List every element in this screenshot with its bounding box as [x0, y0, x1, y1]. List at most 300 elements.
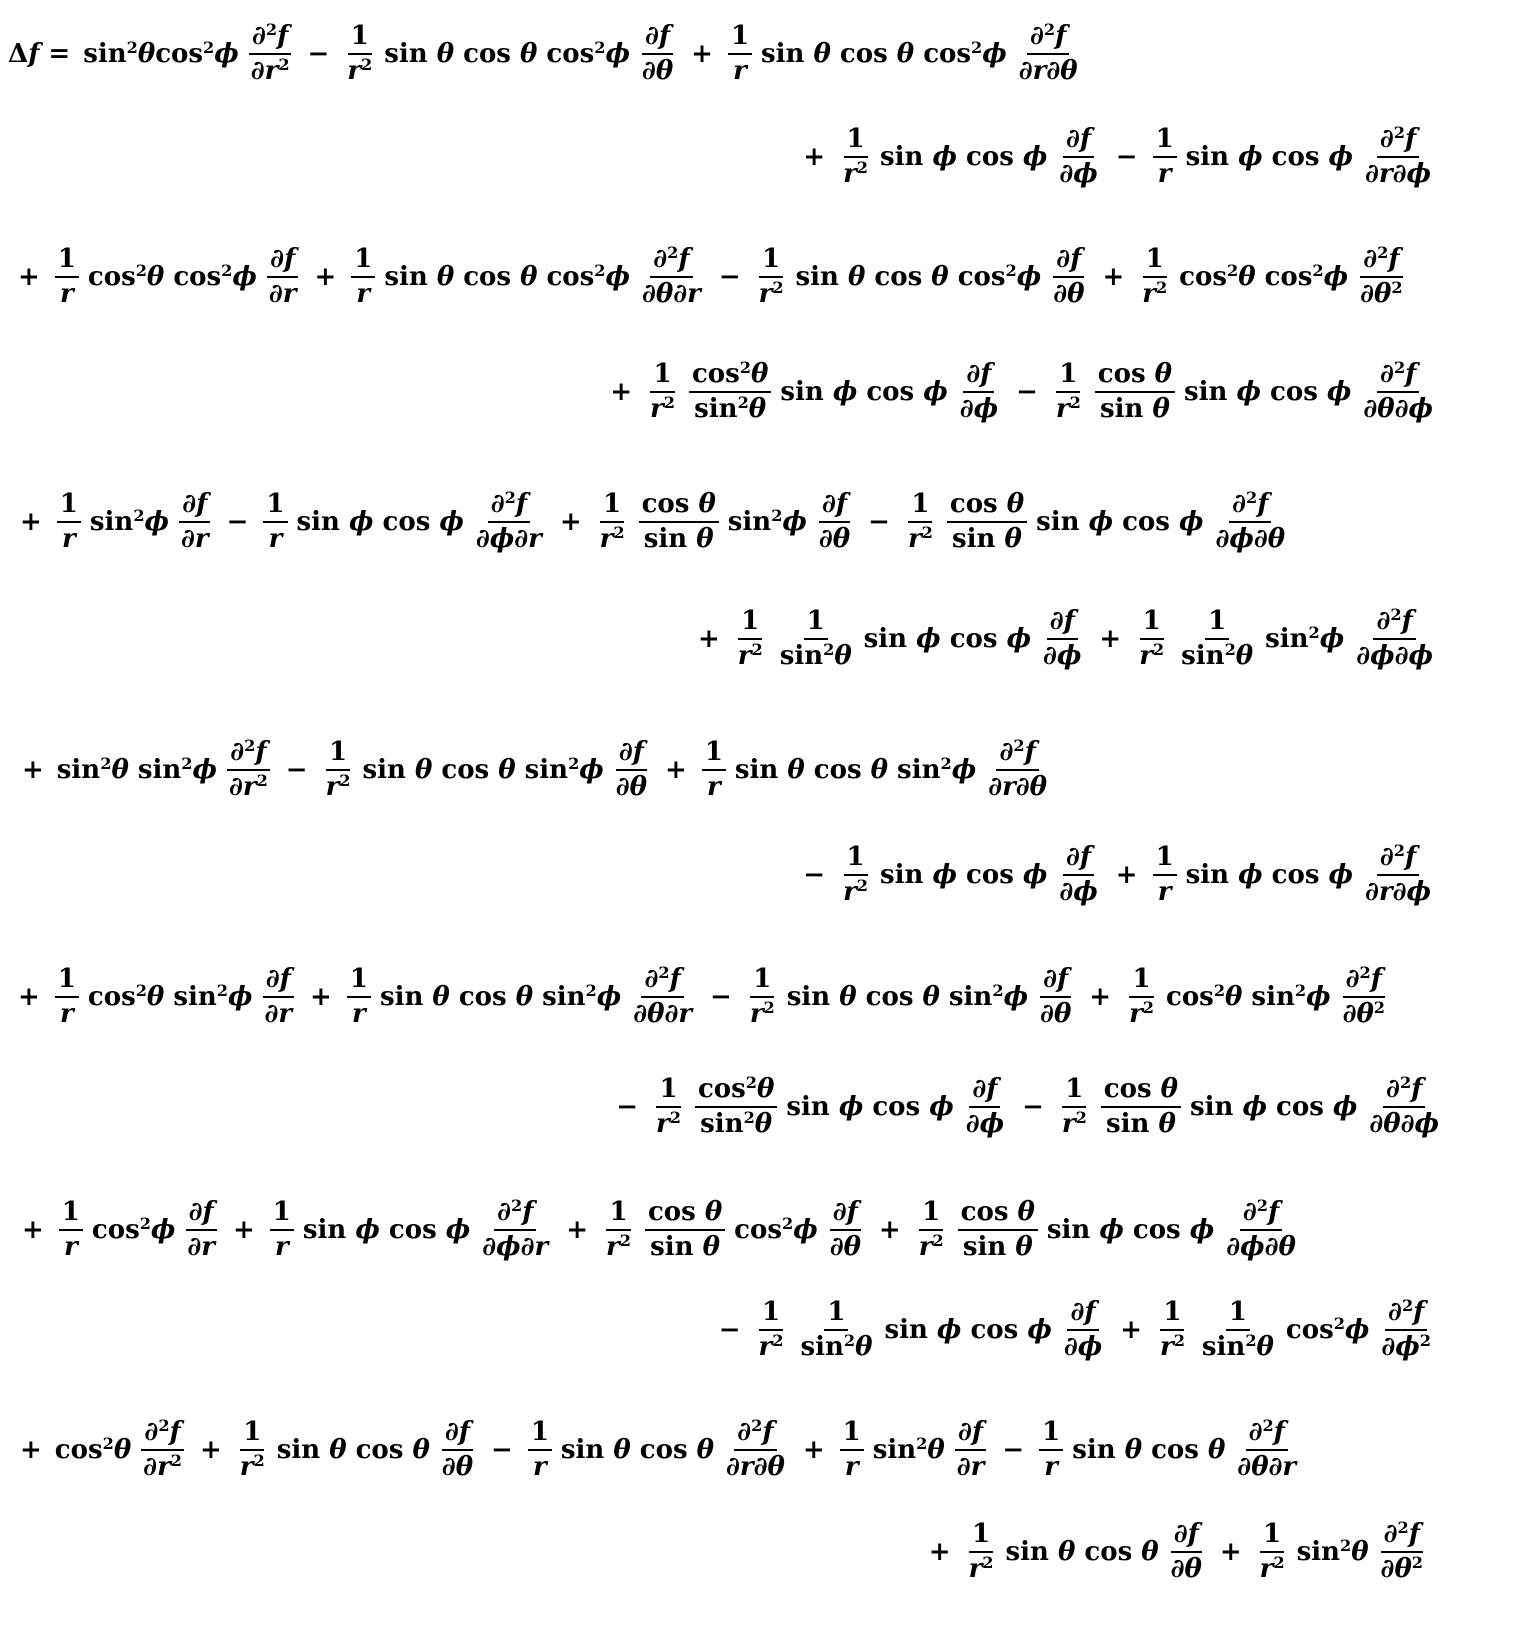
trig-factor: $\sin^2\phi$: [89, 506, 170, 538]
fraction: [797, 1298, 875, 1362]
denominator: $r^2$: [1139, 640, 1165, 672]
fraction: [178, 490, 212, 554]
fraction: [1357, 245, 1405, 309]
denominator: ∂ϕ: [1043, 641, 1082, 672]
numerator: 1: [840, 1418, 864, 1451]
operator-sign: +: [1120, 1315, 1142, 1346]
denominator: $\partial\theta^2$: [1380, 1553, 1423, 1585]
numerator: ∂$^2$f: [1360, 245, 1402, 278]
operator-sign: +: [691, 39, 713, 70]
denominator: r: [707, 772, 721, 803]
numerator: $\cos^2\theta$: [695, 1075, 777, 1108]
numerator: 1: [969, 1520, 993, 1553]
numerator: ∂$^2$f: [141, 1418, 183, 1451]
numerator: ∂f: [969, 1075, 1000, 1108]
denominator: $\sin^2\theta$: [1201, 1331, 1274, 1363]
numerator: ∂f: [1067, 1298, 1098, 1331]
numerator: 1: [738, 607, 762, 640]
numerator: 1: [702, 738, 726, 771]
denominator: r: [1157, 877, 1172, 908]
operator-sign: +: [310, 982, 332, 1013]
operator-sign: −: [1016, 377, 1038, 408]
trig-factor: sin ϕ cos ϕ: [296, 507, 464, 538]
operator-sign: −: [868, 507, 890, 538]
denominator: ∂r∂θ: [988, 772, 1048, 803]
numerator: 1: [650, 360, 674, 393]
denominator: sin θ: [1099, 394, 1170, 425]
denominator: $r^2$: [918, 1231, 944, 1263]
numerator: ∂$^2$f: [650, 245, 692, 278]
fraction: [1040, 607, 1084, 671]
fraction: [351, 245, 375, 309]
denominator: $\sin^2\theta$: [800, 1331, 873, 1363]
denominator: r: [733, 56, 747, 87]
numerator: ∂f: [616, 738, 647, 771]
numerator: 1: [59, 1198, 83, 1231]
denominator: $r^2$: [650, 393, 675, 425]
numerator: 1: [1039, 1418, 1063, 1451]
fraction: [985, 738, 1050, 802]
operator-sign: −: [1115, 142, 1138, 173]
fraction: [735, 607, 766, 671]
fraction: [1061, 1298, 1105, 1362]
trig-factor: $\sin^2\phi$: [727, 506, 807, 538]
fraction: [840, 1418, 864, 1482]
fraction: [261, 965, 295, 1029]
fraction: [645, 1198, 725, 1262]
denominator: r: [356, 279, 371, 310]
denominator: r: [533, 1452, 547, 1483]
operator-sign: +: [314, 262, 337, 293]
equation-line: [12, 965, 1390, 1029]
fraction: [947, 490, 1027, 554]
fraction: [344, 22, 375, 86]
operator-sign: +: [566, 1215, 589, 1246]
numerator: ∂$^2$f: [1383, 1075, 1425, 1108]
numerator: cos θ: [639, 490, 719, 523]
numerator: 1: [55, 245, 79, 278]
operator-sign: +: [928, 1537, 951, 1568]
denominator: $r^2$: [1142, 278, 1168, 310]
numerator: cos θ: [947, 490, 1027, 523]
fraction: [613, 738, 650, 802]
denominator: ∂θ∂r: [633, 999, 693, 1030]
trig-factor: sin θ cos θ: [1072, 1435, 1226, 1466]
numerator: ∂$^2$f: [1373, 607, 1415, 640]
numerator: ∂f: [1063, 843, 1094, 876]
trig-factor: sin ϕ cos ϕ: [1184, 377, 1352, 408]
trig-factor: sin θ cos θ $\sin^2\phi$: [786, 981, 1029, 1013]
trig-factor: sin ϕ cos ϕ: [884, 1315, 1052, 1346]
fraction: [916, 1198, 947, 1262]
numerator: 1: [750, 965, 774, 998]
numerator: ∂f: [267, 245, 298, 278]
fraction: [639, 22, 676, 86]
trig-factor: sin ϕ cos ϕ: [302, 1215, 471, 1246]
trig-factor: sin ϕ cos ϕ: [880, 142, 1048, 173]
numerator: 1: [1129, 965, 1153, 998]
operator-sign: +: [878, 1215, 901, 1246]
denominator: $r^2$: [656, 1108, 681, 1140]
denominator: $r^2$: [1259, 1553, 1285, 1585]
denominator: ∂θ∂ϕ: [1363, 394, 1433, 425]
denominator: r: [352, 999, 366, 1030]
denominator: ∂θ∂r: [642, 279, 701, 310]
operator-sign: −: [285, 755, 308, 786]
fraction: [55, 245, 79, 309]
numerator: 1: [347, 965, 371, 998]
numerator: 1: [1143, 245, 1167, 278]
operator-sign: −: [616, 1092, 639, 1123]
equation-line: [797, 125, 1436, 189]
fraction: [184, 1198, 218, 1262]
denominator: ∂ϕ∂θ: [1226, 1232, 1296, 1263]
denominator: ∂θ: [1053, 279, 1085, 310]
fraction: [1223, 1198, 1299, 1262]
denominator: ∂ϕ: [965, 1109, 1005, 1140]
fraction: [639, 490, 719, 554]
numerator: ∂f: [442, 1418, 473, 1451]
fraction: [639, 245, 704, 309]
trig-factor: sin θ cos θ: [560, 1435, 715, 1466]
equation-line: [8, 22, 1083, 86]
denominator: ∂ϕ: [1059, 877, 1098, 908]
numerator: 1: [57, 490, 81, 523]
operator-sign: +: [803, 142, 826, 173]
denominator: ∂r: [187, 1232, 215, 1263]
denominator: ∂ϕ∂ϕ: [1356, 641, 1433, 672]
numerator: 1: [263, 490, 287, 523]
numerator: ∂$^2$f: [996, 738, 1038, 771]
fraction: [1360, 360, 1436, 424]
fraction: [528, 1418, 552, 1482]
numerator: 1: [759, 245, 783, 278]
fraction: [1257, 1520, 1288, 1584]
denominator: $r^2$: [599, 523, 625, 555]
trig-factor: sin ϕ cos ϕ: [1190, 1092, 1358, 1123]
equation-line: [16, 738, 1052, 802]
fraction: [1039, 1418, 1063, 1482]
fraction: [1340, 965, 1388, 1029]
numerator: ∂$^2$f: [1377, 360, 1419, 393]
fraction: [702, 738, 726, 802]
fraction: [647, 360, 678, 424]
denominator: r: [844, 1452, 859, 1483]
denominator: $r^2$: [907, 523, 933, 555]
denominator: ∂r: [181, 524, 209, 555]
fraction: [323, 738, 354, 802]
fraction: [954, 1418, 988, 1482]
equation-line: [12, 245, 1408, 309]
trig-factor: sin ϕ cos ϕ: [780, 377, 948, 408]
denominator: ∂θ: [615, 772, 648, 803]
fraction: [1139, 245, 1170, 309]
fraction: [957, 360, 1001, 424]
fraction: [958, 1198, 1038, 1262]
equation-line: [604, 360, 1438, 424]
denominator: $r^2$: [758, 1331, 784, 1363]
numerator: 1: [1160, 1298, 1184, 1331]
fraction: [630, 965, 695, 1029]
operator-sign: +: [233, 1215, 255, 1246]
numerator: 1: [528, 1418, 552, 1451]
trig-factor: $\sin^2\theta$: [872, 1434, 945, 1466]
fraction: [1153, 125, 1177, 189]
denominator: $r^2$: [1159, 1331, 1185, 1363]
fraction: [248, 22, 293, 86]
fraction: [1101, 1075, 1181, 1139]
denominator: ∂θ: [818, 524, 851, 555]
denominator: $\sin^2\theta$: [779, 640, 852, 672]
fraction: [840, 125, 871, 189]
numerator: 1: [1056, 360, 1080, 393]
trig-factor: $\cos^2\theta$ $\cos^2\phi$: [87, 261, 257, 293]
denominator: r: [59, 279, 74, 310]
numerator: ∂f: [263, 965, 294, 998]
fraction: [756, 1298, 787, 1362]
numerator: ∂$^2$f: [641, 965, 683, 998]
trig-factor: sin θ cos θ $\sin^2\phi$: [734, 754, 977, 786]
numerator: 1: [600, 490, 624, 523]
fraction: [1037, 965, 1074, 1029]
denominator: ∂ϕ: [1063, 1332, 1103, 1363]
denominator: $r^2$: [1129, 998, 1154, 1030]
denominator: $r^2$: [1055, 393, 1081, 425]
denominator: $r^2$: [1061, 1108, 1087, 1140]
numerator: ∂f: [819, 490, 850, 523]
operator-sign: −: [718, 262, 741, 293]
fraction: [266, 245, 300, 309]
fraction: [1168, 1520, 1205, 1584]
numerator: 1: [656, 1075, 680, 1108]
numerator: ∂f: [1053, 245, 1084, 278]
denominator: ∂θ: [441, 1452, 474, 1483]
trig-factor: $\cos^2\theta$ $\sin^2\phi$: [87, 981, 253, 1013]
denominator: sin θ: [1105, 1109, 1176, 1140]
operator-sign: +: [22, 755, 44, 786]
trig-factor: sin θ cos θ $\cos^2\phi$: [384, 38, 630, 70]
fraction: [226, 738, 271, 802]
fraction: [723, 1418, 788, 1482]
trig-factor: sin θ cos θ $\sin^2\phi$: [379, 981, 622, 1013]
denominator: r: [1044, 1452, 1058, 1483]
denominator: ∂r∂ϕ: [1365, 877, 1431, 908]
denominator: $\sin^2\theta$: [694, 393, 767, 425]
numerator: ∂f: [955, 1418, 986, 1451]
denominator: $\partial r^2$: [228, 771, 268, 803]
denominator: ∂θ: [829, 1232, 861, 1263]
denominator: $r^2$: [239, 1451, 265, 1483]
numerator: cos θ: [958, 1198, 1038, 1231]
fraction: [777, 607, 855, 671]
operator-sign: +: [1102, 262, 1125, 293]
denominator: $r^2$: [347, 55, 373, 87]
fraction: [905, 490, 936, 554]
fraction: [55, 965, 79, 1029]
numerator: ∂$^2$f: [249, 22, 291, 55]
fraction: [1212, 490, 1288, 554]
denominator: r: [59, 999, 74, 1030]
fraction: [1059, 1075, 1090, 1139]
operator-sign: −: [307, 39, 330, 70]
denominator: ∂θ∂ϕ: [1369, 1109, 1439, 1140]
fraction: [840, 843, 871, 907]
denominator: $\partial\theta^2$: [1342, 998, 1386, 1030]
numerator: ∂f: [642, 22, 673, 55]
fraction: [747, 965, 778, 1029]
numerator: 1: [351, 245, 375, 278]
numerator: 1: [844, 125, 868, 158]
numerator: ∂f: [186, 1198, 217, 1231]
denominator: r: [268, 524, 283, 555]
numerator: $\cos^2\theta$: [689, 360, 771, 393]
denominator: sin θ: [952, 524, 1022, 555]
numerator: ∂$^2$f: [1377, 843, 1419, 876]
denominator: $\sin^2\theta$: [700, 1108, 773, 1140]
numerator: 1: [759, 1298, 783, 1331]
denominator: $r^2$: [325, 771, 351, 803]
operator-sign: +: [199, 1435, 222, 1466]
denominator: $r^2$: [606, 1231, 631, 1263]
equation-line: [923, 1520, 1428, 1584]
equation-line: [692, 607, 1438, 671]
numerator: ∂f: [963, 360, 994, 393]
trig-factor: sin ϕ cos ϕ: [1185, 142, 1354, 173]
trig-factor: $\sin^2\phi$: [1265, 623, 1345, 655]
denominator: ∂r: [264, 999, 293, 1030]
fraction: [1136, 607, 1167, 671]
denominator: ∂θ∂r: [1237, 1452, 1297, 1483]
numerator: 1: [804, 607, 828, 640]
fraction: [270, 1198, 294, 1262]
numerator: ∂$^2$f: [488, 490, 530, 523]
fraction: [1095, 360, 1175, 424]
numerator: 1: [1153, 125, 1177, 158]
fraction: [597, 490, 628, 554]
denominator: ∂θ: [1170, 1554, 1202, 1585]
equation-line: [14, 490, 1290, 554]
denominator: $r^2$: [749, 998, 775, 1030]
fraction: [1126, 965, 1157, 1029]
denominator: $\partial\phi^2$: [1381, 1331, 1431, 1363]
trig-factor: $\cos^2\theta$ $\sin^2\phi$: [1166, 981, 1331, 1013]
denominator: $r^2$: [758, 278, 784, 310]
fraction: [439, 1418, 476, 1482]
trig-factor: $\sin^2\theta$ $\sin^2\phi$: [56, 754, 217, 786]
fraction: [1153, 843, 1177, 907]
equation-line: [797, 843, 1436, 907]
fraction: [473, 490, 545, 554]
trig-factor: sin θ cos θ $\cos^2\phi$: [761, 38, 1007, 70]
fraction: [57, 490, 81, 554]
operator-sign: +: [1219, 1537, 1242, 1568]
operator-sign: +: [559, 507, 582, 538]
denominator: $r^2$: [843, 158, 869, 190]
fraction: [1056, 125, 1100, 189]
operator-sign: −: [718, 1315, 741, 1346]
denominator: $r^2$: [968, 1553, 994, 1585]
trig-factor: sin ϕ cos ϕ: [786, 1092, 954, 1123]
numerator: ∂$^2$f: [494, 1198, 536, 1231]
trig-factor: sin θ cos θ $\cos^2\phi$: [795, 261, 1042, 293]
operator-sign: +: [18, 982, 40, 1013]
fraction: [653, 1075, 684, 1139]
denominator: ∂ϕ: [1059, 159, 1098, 190]
numerator: 1: [908, 490, 932, 523]
fraction: [1378, 1298, 1434, 1362]
equation-lhs: Δf =: [8, 39, 71, 70]
denominator: ∂r∂θ: [726, 1452, 785, 1483]
fraction: [1199, 1298, 1277, 1362]
operator-sign: −: [1002, 1435, 1025, 1466]
numerator: 1: [919, 1198, 943, 1231]
numerator: ∂f: [1171, 1520, 1202, 1553]
operator-sign: +: [1099, 624, 1122, 655]
operator-sign: −: [1022, 1092, 1044, 1123]
denominator: ∂r∂θ: [1018, 56, 1078, 87]
operator-sign: +: [20, 507, 42, 538]
trig-factor: sin θ cos θ: [1005, 1537, 1159, 1568]
numerator: 1: [270, 1198, 294, 1231]
numerator: 1: [824, 1298, 848, 1331]
denominator: r: [61, 524, 76, 555]
fraction: [347, 965, 371, 1029]
numerator: cos θ: [1095, 360, 1175, 393]
denominator: $r^2$: [843, 876, 869, 908]
numerator: ∂$^2$f: [227, 738, 269, 771]
fraction: [237, 1418, 268, 1482]
fraction: [1362, 843, 1434, 907]
fraction: [1050, 245, 1087, 309]
operator-sign: +: [18, 262, 40, 293]
operator-sign: −: [710, 982, 732, 1013]
fraction: [816, 490, 853, 554]
fraction: [479, 1198, 551, 1262]
numerator: cos θ: [1101, 1075, 1181, 1108]
fraction: [728, 22, 752, 86]
denominator: $\partial\theta^2$: [1360, 278, 1403, 310]
denominator: $r^2$: [737, 640, 763, 672]
operator-sign: +: [697, 624, 720, 655]
numerator: ∂f: [1040, 965, 1071, 998]
equation-line: [16, 1198, 1301, 1262]
denominator: ∂r∂ϕ: [1365, 159, 1431, 190]
fraction: [1053, 360, 1084, 424]
fraction: [1178, 607, 1256, 671]
trig-factor: sin θ cos θ: [276, 1435, 430, 1466]
fraction: [966, 1520, 997, 1584]
trig-factor: $\cos^2\phi$: [1285, 1314, 1370, 1346]
numerator: ∂f: [1047, 607, 1078, 640]
numerator: 1: [326, 738, 350, 771]
trig-factor: sin θ cos θ $\cos^2\phi$: [384, 261, 630, 293]
numerator: 1: [606, 1198, 630, 1231]
denominator: r: [63, 1232, 78, 1263]
operator-sign: +: [1115, 860, 1138, 891]
fraction: [1016, 22, 1081, 86]
equation-line: [610, 1075, 1444, 1139]
trig-factor: $\cos^2\phi$: [91, 1214, 176, 1246]
trig-factor: $\sin^2\theta$: [1296, 1536, 1369, 1568]
trig-factor: sin ϕ cos ϕ: [1185, 860, 1354, 891]
fraction: [963, 1075, 1007, 1139]
numerator: 1: [1260, 1520, 1284, 1553]
numerator: 1: [1226, 1298, 1250, 1331]
operator-sign: +: [802, 1435, 825, 1466]
numerator: ∂$^2$f: [1343, 965, 1385, 998]
trig-factor: sin ϕ cos ϕ: [863, 624, 1032, 655]
operator-sign: +: [22, 1215, 44, 1246]
